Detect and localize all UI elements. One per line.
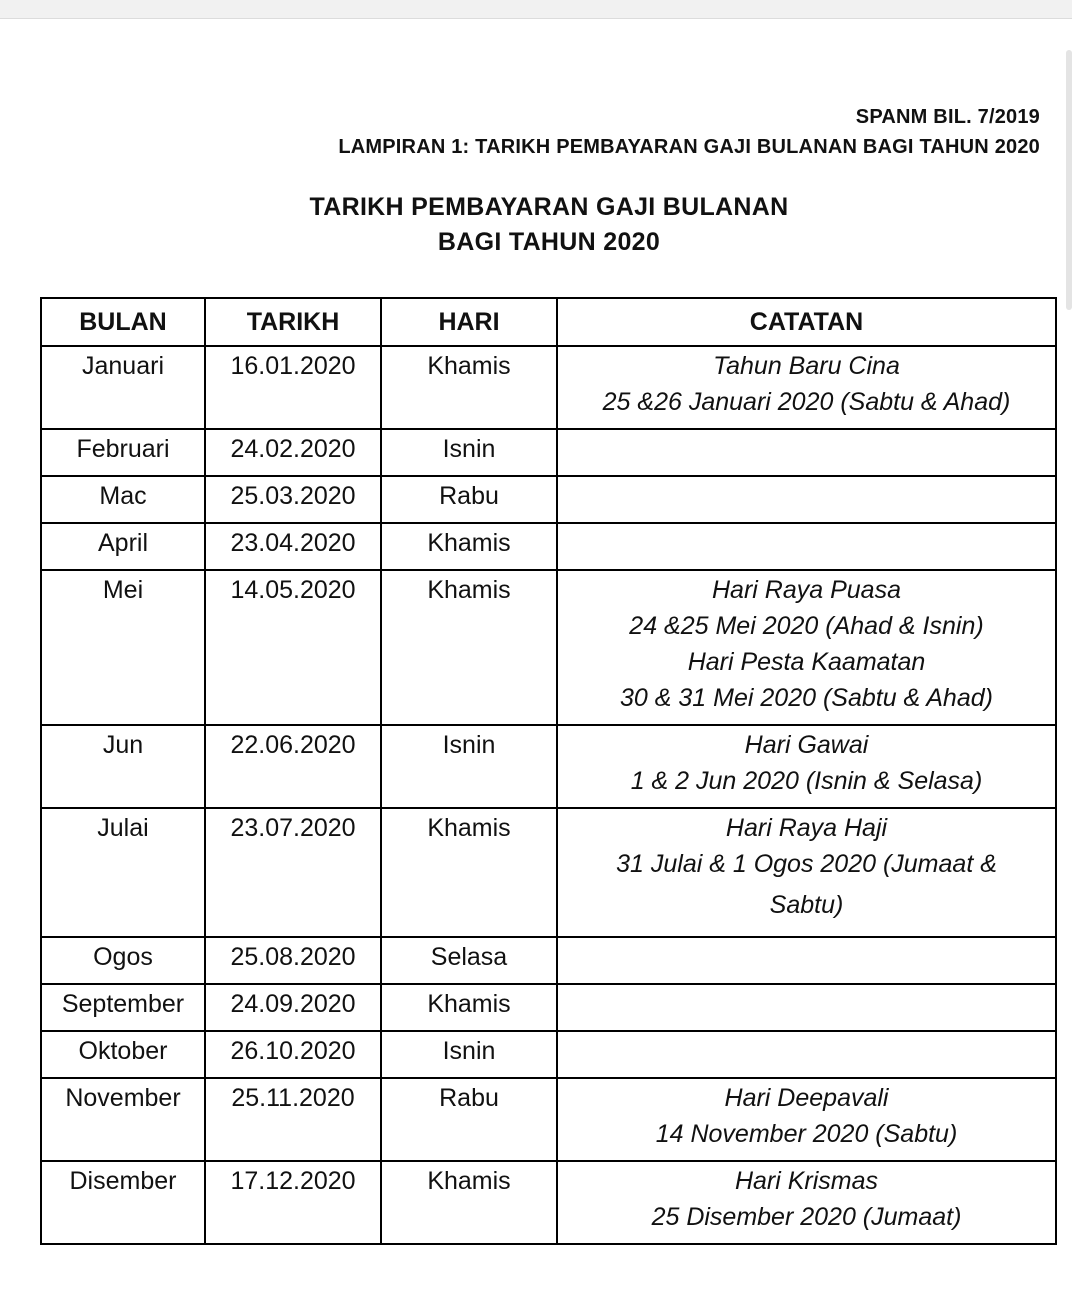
column-header-tarikh: TARIKH xyxy=(205,298,381,346)
cell-tarikh: 14.05.2020 xyxy=(205,570,381,725)
cell-catatan xyxy=(557,1078,1056,1161)
cell-hari: Khamis xyxy=(381,808,557,937)
cell-hari: Khamis xyxy=(381,570,557,725)
table-row xyxy=(41,570,1056,725)
cell-bulan: Julai xyxy=(41,808,205,937)
attachment-title: LAMPIRAN 1: TARIKH PEMBAYARAN GAJI BULANAN BAGI TAHUN 2020 xyxy=(338,136,1040,158)
cell-catatan xyxy=(557,937,1056,984)
cell-bulan: Ogos xyxy=(41,937,205,984)
cell-hari: Khamis xyxy=(381,984,557,1031)
cell-catatan xyxy=(557,476,1056,523)
cell-tarikh: 25.11.2020 xyxy=(205,1078,381,1161)
table-row xyxy=(41,1161,1056,1244)
table-row xyxy=(41,1078,1056,1161)
table-row xyxy=(41,808,1056,937)
title-line-2: BAGI TAHUN 2020 xyxy=(437,228,661,256)
cell-bulan: Oktober xyxy=(41,1031,205,1078)
cell-bulan: Disember xyxy=(41,1161,205,1244)
table-body xyxy=(41,346,1056,1244)
table-row xyxy=(41,984,1056,1031)
cell-bulan: Mac xyxy=(41,476,205,523)
viewer-top-bar xyxy=(0,0,1072,19)
catatan-line: Hari Krismas xyxy=(734,1167,879,1195)
page-title xyxy=(0,190,1072,260)
scrollbar[interactable] xyxy=(1066,50,1072,310)
cell-tarikh: 25.08.2020 xyxy=(205,937,381,984)
cell-catatan xyxy=(557,808,1056,937)
cell-bulan: Jun xyxy=(41,725,205,808)
cell-tarikh: 26.10.2020 xyxy=(205,1031,381,1078)
title-line-1: TARIKH PEMBAYARAN GAJI BULANAN xyxy=(309,193,789,221)
table-row xyxy=(41,346,1056,429)
cell-catatan xyxy=(557,1161,1056,1244)
cell-tarikh: 25.03.2020 xyxy=(205,476,381,523)
cell-hari: Rabu xyxy=(381,476,557,523)
catatan-line: 14 November 2020 (Sabtu) xyxy=(655,1120,958,1148)
cell-hari: Khamis xyxy=(381,346,557,429)
cell-bulan: April xyxy=(41,523,205,570)
catatan-line: 24 &25 Mei 2020 (Ahad & Isnin) xyxy=(629,612,984,640)
cell-hari: Khamis xyxy=(381,523,557,570)
catatan-line: Hari Gawai xyxy=(744,731,869,759)
reference-number: SPANM BIL. 7/2019 xyxy=(855,106,1040,128)
cell-catatan xyxy=(557,570,1056,725)
cell-catatan xyxy=(557,523,1056,570)
cell-tarikh: 24.09.2020 xyxy=(205,984,381,1031)
cell-bulan: Januari xyxy=(41,346,205,429)
column-header-bulan: BULAN xyxy=(41,298,205,346)
cell-catatan xyxy=(557,1031,1056,1078)
table-row xyxy=(41,1031,1056,1078)
catatan-line: 30 & 31 Mei 2020 (Sabtu & Ahad) xyxy=(620,684,993,712)
cell-tarikh: 23.04.2020 xyxy=(205,523,381,570)
cell-tarikh: 24.02.2020 xyxy=(205,429,381,476)
table-row xyxy=(41,523,1056,570)
catatan-line: Tahun Baru Cina xyxy=(713,352,900,380)
cell-hari: Khamis xyxy=(381,1161,557,1244)
catatan-line: 31 Julai & 1 Ogos 2020 (Jumaat & xyxy=(616,850,997,878)
cell-catatan xyxy=(557,725,1056,808)
catatan-line: Hari Deepavali xyxy=(724,1084,889,1112)
cell-bulan: Mei xyxy=(41,570,205,725)
cell-bulan: Februari xyxy=(41,429,205,476)
table-row xyxy=(41,476,1056,523)
cell-catatan xyxy=(557,346,1056,429)
catatan-line: Hari Raya Puasa xyxy=(712,576,901,604)
cell-hari: Rabu xyxy=(381,1078,557,1161)
column-header-hari: HARI xyxy=(381,298,557,346)
cell-bulan: November xyxy=(41,1078,205,1161)
cell-hari: Isnin xyxy=(381,725,557,808)
cell-tarikh: 17.12.2020 xyxy=(205,1161,381,1244)
cell-hari: Selasa xyxy=(381,937,557,984)
cell-catatan xyxy=(557,984,1056,1031)
catatan-line: Sabtu) xyxy=(769,891,844,919)
cell-hari: Isnin xyxy=(381,429,557,476)
table-row xyxy=(41,429,1056,476)
catatan-line: Hari Pesta Kaamatan xyxy=(687,648,926,676)
catatan-line: Hari Raya Haji xyxy=(725,814,888,842)
cell-tarikh: 22.06.2020 xyxy=(205,725,381,808)
cell-tarikh: 16.01.2020 xyxy=(205,346,381,429)
catatan-line: 25 &26 Januari 2020 (Sabtu & Ahad) xyxy=(602,388,1011,416)
catatan-line: 1 & 2 Jun 2020 (Isnin & Selasa) xyxy=(630,767,983,795)
salary-date-table xyxy=(40,297,1057,1245)
cell-catatan xyxy=(557,429,1056,476)
table-row xyxy=(41,937,1056,984)
table-header-row xyxy=(41,298,1056,346)
document-header xyxy=(338,102,1040,162)
cell-bulan: September xyxy=(41,984,205,1031)
column-header-catatan: CATATAN xyxy=(557,298,1056,346)
cell-tarikh: 23.07.2020 xyxy=(205,808,381,937)
cell-hari: Isnin xyxy=(381,1031,557,1078)
catatan-line: 25 Disember 2020 (Jumaat) xyxy=(651,1203,962,1231)
table-row xyxy=(41,725,1056,808)
